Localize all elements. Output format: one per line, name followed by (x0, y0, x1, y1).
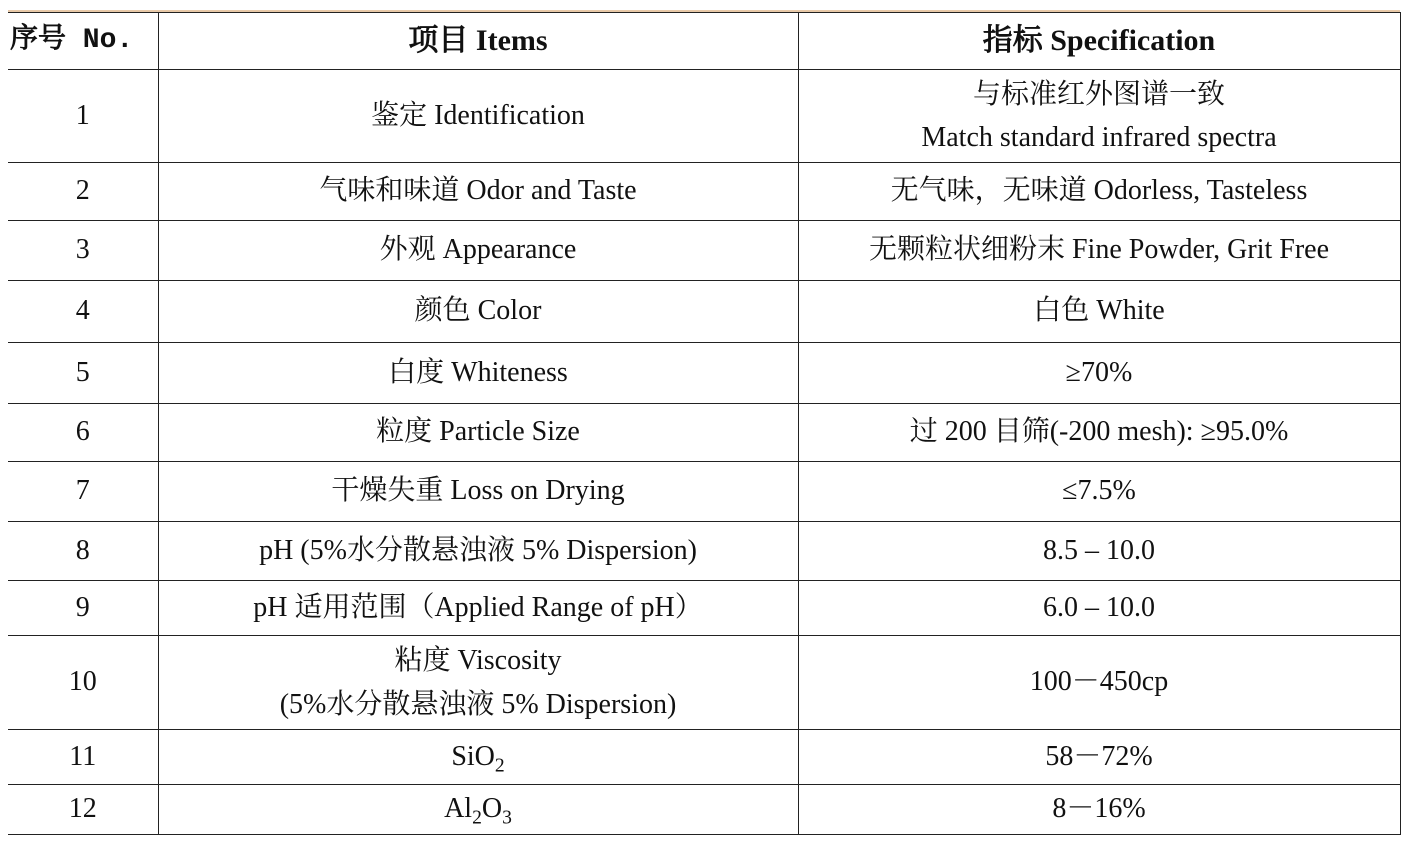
row-item: 气味和味道 Odor and Taste (158, 163, 798, 221)
row-number: 12 (8, 785, 158, 835)
row-item (158, 636, 798, 730)
row-spec: 无气味，无味道 Odorless, Tasteless (798, 163, 1400, 221)
row-number: 11 (8, 730, 158, 785)
row-item: 鉴定 Identification (158, 70, 798, 163)
row-item-line2: (5%水分散悬浊液 5% Dispersion) (279, 688, 677, 720)
table-row (8, 70, 1400, 163)
row-item: 外观 Appearance (158, 221, 798, 281)
row-item: 颜色 Color (158, 281, 798, 343)
row-spec-en: Match standard infrared spectra (921, 122, 1277, 153)
row-number: 4 (8, 281, 158, 343)
row-item-line1: 粘度 Viscosity (394, 645, 562, 677)
row-item: pH 适用范围（Applied Range of pH） (158, 581, 798, 636)
header-items: 项目 Items (158, 13, 798, 70)
row-number: 6 (8, 404, 158, 462)
formula-subscript: 2 (494, 755, 505, 777)
row-item: 干燥失重 Loss on Drying (158, 462, 798, 522)
row-number: 5 (8, 343, 158, 404)
table-row (8, 581, 1400, 636)
row-number: 2 (8, 163, 158, 221)
row-number: 1 (8, 70, 158, 163)
formula-base: SiO (451, 740, 495, 772)
row-item: 粒度 Particle Size (158, 404, 798, 462)
row-item (158, 785, 798, 835)
row-spec: 过 200 目筛(-200 mesh): ≥95.0% (798, 404, 1400, 462)
formula-subscript-a: 2 (472, 807, 482, 829)
row-spec (798, 70, 1400, 163)
row-spec: 6.0 – 10.0 (798, 581, 1400, 636)
row-spec: 8－16% (798, 785, 1400, 835)
row-spec-cn: 与标准红外图谱一致 (972, 78, 1225, 110)
row-item (158, 730, 798, 785)
table-row (8, 281, 1400, 343)
table-row (8, 221, 1400, 281)
row-number: 7 (8, 462, 158, 522)
table-row (8, 522, 1400, 581)
row-spec: 100－450cp (798, 636, 1400, 730)
row-spec: 58－72% (798, 730, 1400, 785)
row-number: 9 (8, 581, 158, 636)
formula-subscript-b: 3 (502, 807, 512, 829)
formula-part-a: Al (444, 793, 473, 825)
row-number: 10 (8, 636, 158, 730)
row-spec: 白色 White (798, 281, 1400, 343)
row-number: 3 (8, 221, 158, 281)
specification-table (8, 12, 1401, 835)
table-row (8, 785, 1400, 835)
table-row (8, 730, 1400, 785)
table-row (8, 163, 1400, 221)
table-row (8, 343, 1400, 404)
header-no: 序号 No. (8, 13, 158, 70)
row-item: 白度 Whiteness (158, 343, 798, 404)
row-spec: ≥70% (798, 343, 1400, 404)
row-spec: 无颗粒状细粉末 Fine Powder, Grit Free (798, 221, 1400, 281)
table-row (8, 636, 1400, 730)
row-item: pH (5%水分散悬浊液 5% Dispersion) (158, 522, 798, 581)
header-specification: 指标 Specification (798, 13, 1400, 70)
row-spec: ≤7.5% (798, 462, 1400, 522)
row-number: 8 (8, 522, 158, 581)
row-spec: 8.5 – 10.0 (798, 522, 1400, 581)
table-row (8, 404, 1400, 462)
table-row (8, 462, 1400, 522)
formula-part-b: O (481, 793, 503, 825)
table-header-row (8, 13, 1400, 70)
